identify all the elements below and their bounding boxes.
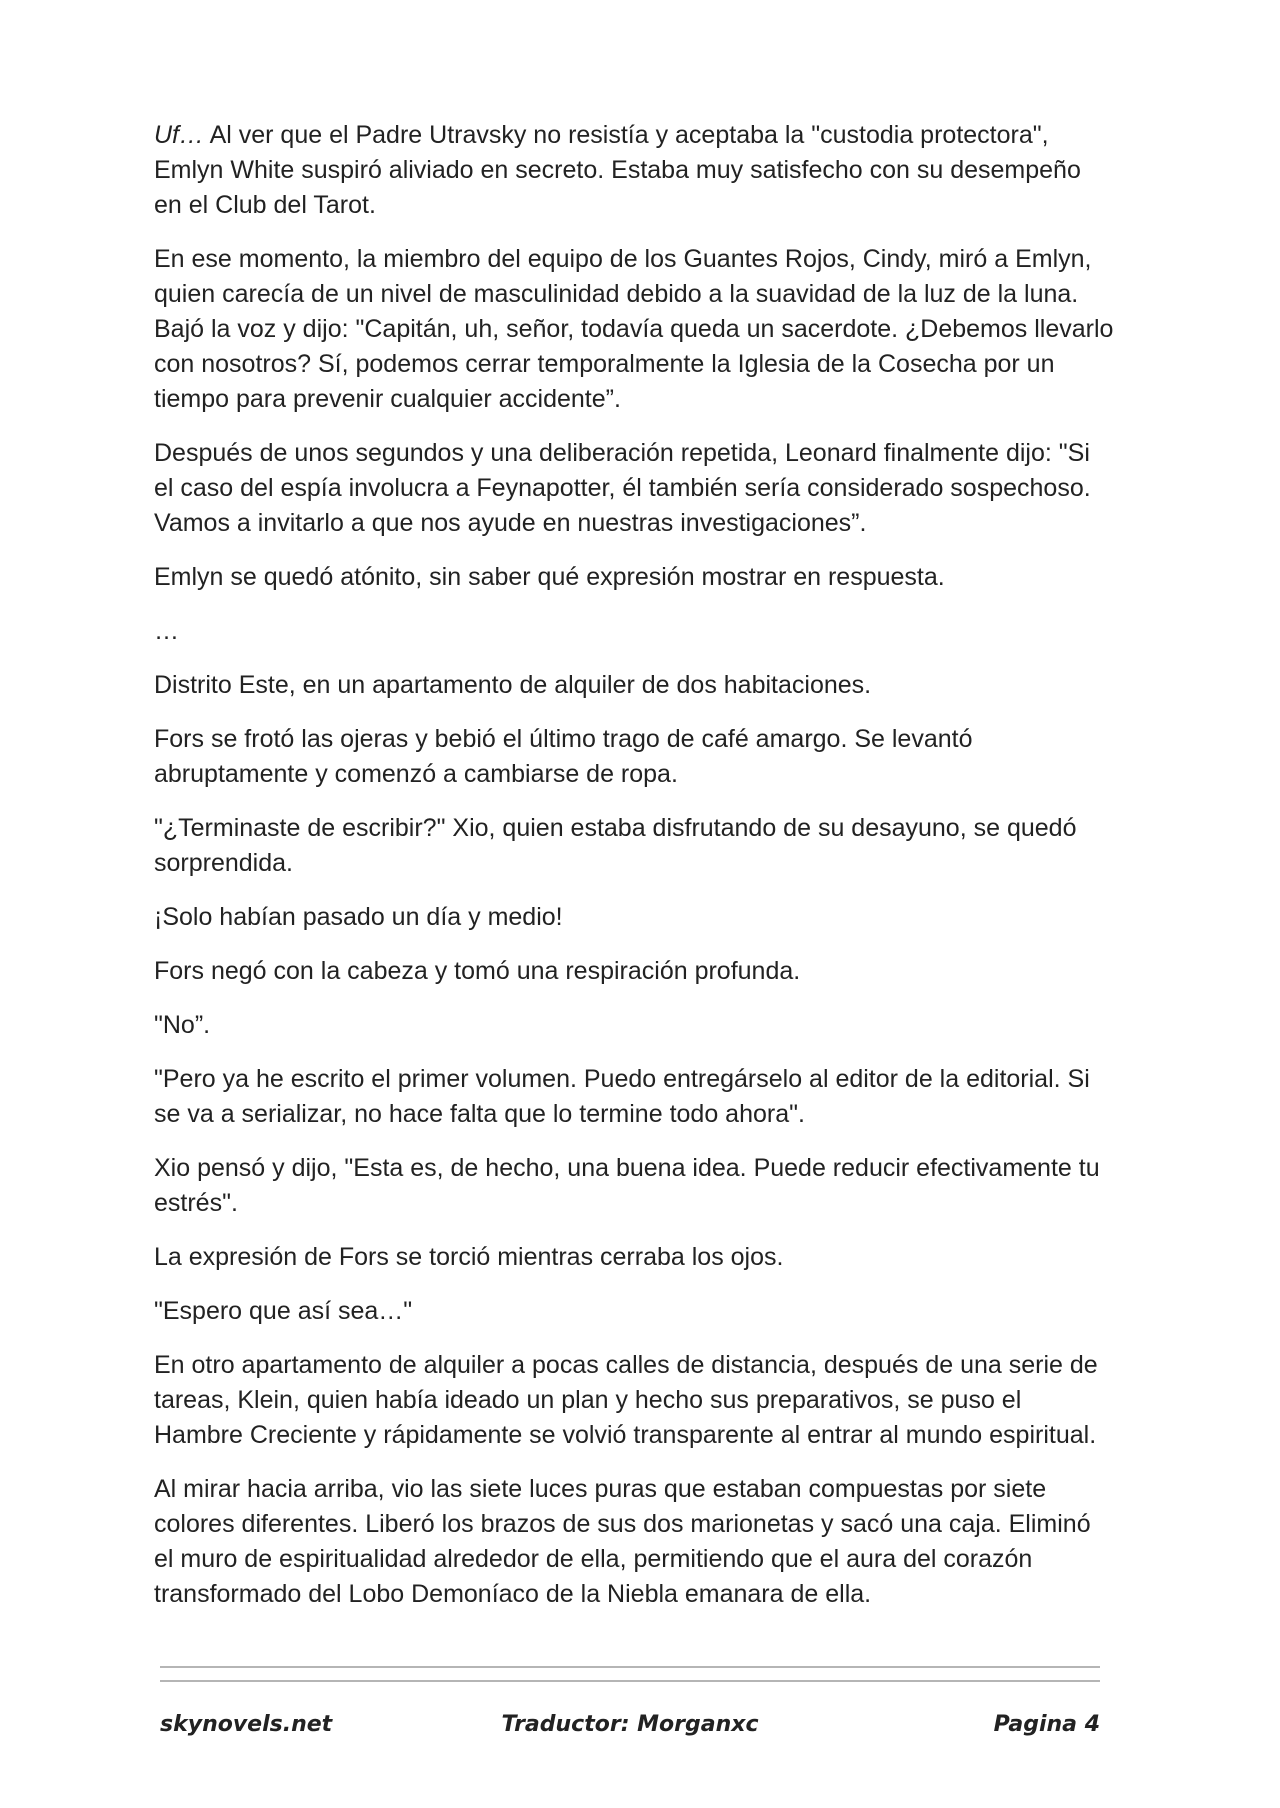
paragraph-15: "Espero que así sea…" — [154, 1297, 413, 1325]
footer-divider-top — [160, 1666, 1100, 1668]
paragraph-3: Después de unos segundos y una deliberación repetida, Leonard finalmente dijo: "Si el caso del espía involucra a Feynapotter, él también sería considerado sospechoso. Vamos a invitarlo a que nos ayude en nuestras investigaciones”. — [154, 439, 1091, 537]
paragraph-10: Fors negó con la cabeza y tomó una respiración profunda. — [154, 957, 801, 985]
paragraph-12: "Pero ya he escrito el primer volumen. Puedo entregárselo al editor de la editorial. Si se va a serializar, no hace falta que lo termine todo ahora". — [154, 1065, 1090, 1128]
paragraph-13: Xio pensó y dijo, "Esta es, de hecho, una buena idea. Puede reducir efectivamente tu estrés". — [154, 1154, 1100, 1217]
paragraph-11: "No”. — [154, 1011, 211, 1039]
footer-site: skynovels.net — [160, 1712, 333, 1737]
paragraph-17: Al mirar hacia arriba, vio las siete luces puras que estaban compuestas por siete colores diferentes. Liberó los brazos de sus dos marionetas y sacó una caja. Eliminó el muro de espiritualidad alrededor de ella, permitiendo que el aura del corazón transformado del Lobo Demoníaco de la Niebla emanara de ella. — [154, 1475, 1091, 1608]
paragraph-1 — [154, 118, 1114, 223]
scene-break: … — [154, 617, 179, 645]
page-footer — [160, 1712, 1100, 1748]
paragraph-1-lead: Uf… — [154, 121, 204, 149]
paragraph-1-text: Al ver que el Padre Utravsky no resistía y aceptaba la "custodia protectora", Emlyn White suspiró aliviado en secreto. Estaba muy satisfecho con su desempeño en el Club del Tarot. — [154, 121, 1081, 219]
paragraph-8: "¿Terminaste de escribir?" Xio, quien estaba disfrutando de su desayuno, se quedó sorprendida. — [154, 814, 1077, 877]
paragraph-16: En otro apartamento de alquiler a pocas calles de distancia, después de una serie de tareas, Klein, quien había ideado un plan y hecho sus preparativos, se puso el Hambre Creciente y rápidamente se volvió transparente al entrar al mundo espiritual. — [154, 1351, 1098, 1449]
paragraph-14: La expresión de Fors se torció mientras cerraba los ojos. — [154, 1243, 784, 1271]
body-text — [154, 118, 1114, 1631]
paragraph-9: ¡Solo habían pasado un día y medio! — [154, 903, 563, 931]
paragraph-4: Emlyn se quedó atónito, sin saber qué expresión mostrar en respuesta. — [154, 563, 945, 591]
paragraph-7: Fors se frotó las ojeras y bebió el último trago de café amargo. Se levantó abruptamente y comenzó a cambiarse de ropa. — [154, 725, 973, 788]
footer-page-number: Pagina 4 — [993, 1712, 1100, 1737]
footer-translator: Traductor: Morganxc — [501, 1712, 759, 1737]
footer-divider-bottom — [160, 1680, 1100, 1682]
paragraph-2: En ese momento, la miembro del equipo de los Guantes Rojos, Cindy, miró a Emlyn, quien carecía de un nivel de masculinidad debido a la suavidad de la luz de la luna. Bajó la voz y dijo: "Capitán, uh, señor, todavía queda un sacerdote. ¿Debemos llevarlo con nosotros? Sí, podemos cerrar temporalmente la Iglesia de la Cosecha por un tiempo para prevenir cualquier accidente”. — [154, 245, 1114, 413]
paragraph-6: Distrito Este, en un apartamento de alquiler de dos habitaciones. — [154, 671, 872, 699]
